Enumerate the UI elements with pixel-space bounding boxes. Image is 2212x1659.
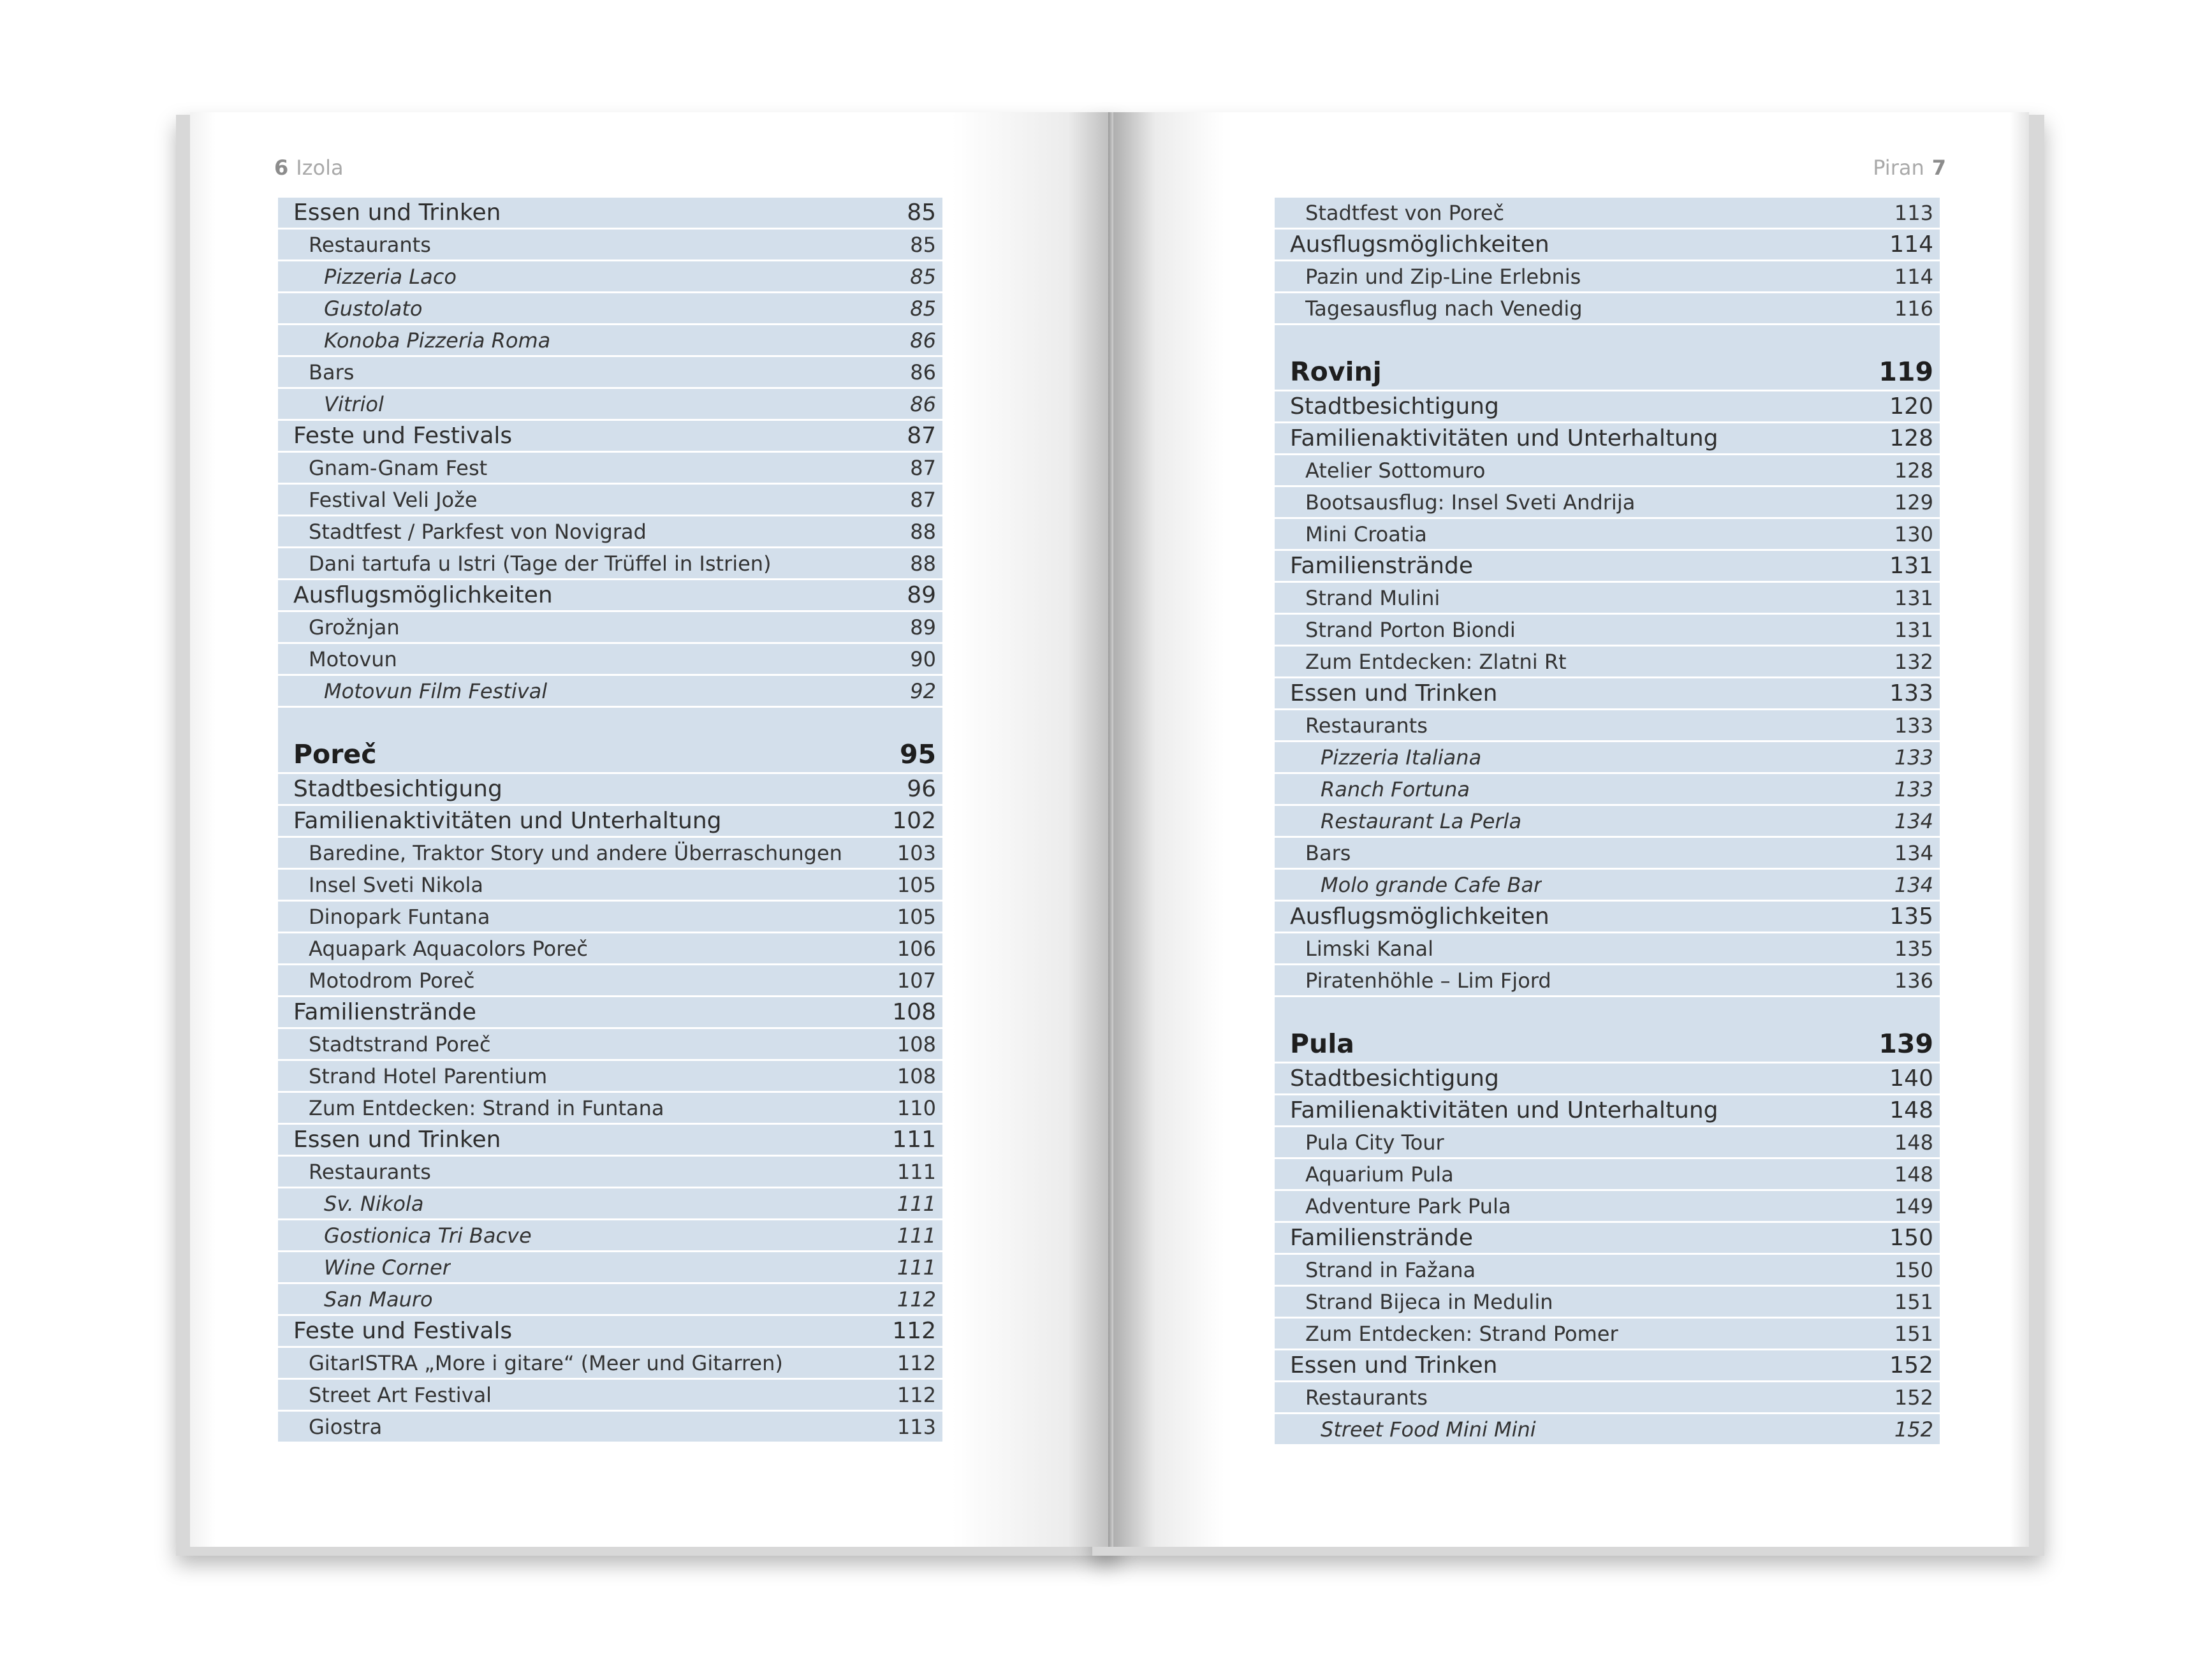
toc-entry-title: Pizzeria Laco	[324, 264, 457, 289]
toc-entry	[278, 389, 942, 421]
toc-entry-page: 113	[1894, 200, 1933, 225]
toc-entry-page: 111	[897, 1223, 936, 1248]
toc-entry	[278, 1412, 942, 1443]
toc-entry	[278, 644, 942, 676]
toc-entry-title: Baredine, Traktor Story und andere Überraschungen	[309, 840, 842, 865]
toc-entry-title: Feste und Festivals	[293, 1318, 513, 1344]
toc-entry-page: 148	[1894, 1130, 1933, 1155]
toc-entry	[1275, 1382, 1940, 1414]
toc-entry-page: 111	[897, 1191, 936, 1216]
toc-entry	[1275, 710, 1940, 742]
toc-entry-title: Grožnjan	[309, 615, 400, 639]
toc-entry	[1275, 1159, 1940, 1191]
toc-entry-title: Familienaktivitäten und Unterhaltung	[1290, 425, 1718, 451]
toc-entry-page: 103	[897, 840, 936, 865]
toc-entry-title: Stadtstrand Poreč	[309, 1032, 491, 1056]
toc-entry-title: Insel Sveti Nikola	[309, 872, 483, 897]
toc-entry-page: 149	[1894, 1194, 1933, 1218]
toc-entry-title: Restaurants	[1305, 1385, 1428, 1410]
toc-entry-title: Ausflugsmöglichkeiten	[1290, 231, 1549, 258]
toc-entry-page: 151	[1894, 1321, 1933, 1346]
toc-entry	[278, 453, 942, 485]
toc-entry-page: 86	[910, 360, 936, 384]
toc-entry-page: 89	[907, 582, 936, 608]
toc-entry-page: 96	[907, 776, 936, 802]
toc-entry-page: 148	[1889, 1097, 1933, 1123]
toc-entry-title: Stadtbesichtigung	[293, 776, 502, 802]
toc-entry-title: Familienaktivitäten und Unterhaltung	[293, 808, 722, 834]
book-gutter	[1108, 112, 1113, 1547]
toc-entry	[278, 357, 942, 389]
toc-entry-page: 105	[897, 904, 936, 929]
toc-entry-title: Strand Hotel Parentium	[309, 1063, 548, 1088]
toc-entry-title: Pula City Tour	[1305, 1130, 1444, 1155]
toc-entry	[278, 1061, 942, 1093]
toc-entry	[1275, 774, 1940, 806]
toc-entry-title: Ranch Fortuna	[1321, 777, 1470, 801]
toc-entry-page: 112	[892, 1318, 936, 1344]
toc-entry	[278, 198, 942, 230]
toc-entry	[1275, 261, 1940, 293]
toc-entry	[1275, 902, 1940, 933]
left-toc-list	[278, 198, 942, 1443]
toc-entry-page: 85	[910, 296, 936, 321]
toc-entry-page: 89	[910, 615, 936, 639]
toc-entry-title: Zum Entdecken: Zlatni Rt	[1305, 649, 1567, 674]
toc-entry-title: GitarISTRA „More i gitare“ (Meer und Gitarren)	[309, 1350, 783, 1375]
toc-entry	[1275, 742, 1940, 774]
toc-entry-title: Strand in Fažana	[1305, 1257, 1476, 1282]
toc-entry-page: 85	[910, 264, 936, 289]
toc-entry-title: Poreč	[293, 739, 377, 770]
toc-entry-page: 86	[910, 391, 936, 416]
toc-entry-title: Wine Corner	[324, 1255, 451, 1280]
toc-entry	[278, 933, 942, 965]
toc-entry	[278, 1380, 942, 1412]
toc-entry-title: Mini Croatia	[1305, 522, 1427, 546]
toc-entry	[278, 676, 942, 708]
right-page-header	[1873, 156, 1954, 180]
toc-entry-page: 134	[1894, 872, 1933, 897]
toc-entry-title: Konoba Pizzeria Roma	[324, 328, 551, 353]
toc-entry-page: 111	[897, 1159, 936, 1184]
toc-entry-page: 87	[907, 423, 936, 449]
toc-entry	[278, 485, 942, 516]
toc-entry-title: Bootsausflug: Insel Sveti Andrija	[1305, 490, 1636, 515]
toc-entry-page: 95	[899, 739, 936, 770]
toc-entry-title: Bars	[1305, 840, 1351, 865]
toc-entry-title: Essen und Trinken	[1290, 680, 1498, 706]
toc-entry-page: 85	[907, 200, 936, 226]
toc-entry-title: Tagesausflug nach Venedig	[1305, 296, 1583, 321]
toc-entry-page: 133	[1889, 680, 1933, 706]
toc-entry-page: 105	[897, 872, 936, 897]
toc-entry	[1275, 647, 1940, 678]
toc-entry-page: 110	[897, 1095, 936, 1120]
toc-entry	[278, 838, 942, 870]
toc-entry-page: 87	[910, 455, 936, 480]
toc-entry	[1275, 838, 1940, 870]
toc-entry	[278, 806, 942, 838]
toc-entry-title: Sv. Nikola	[324, 1191, 424, 1216]
toc-entry-page: 92	[910, 678, 936, 703]
toc-entry	[278, 870, 942, 902]
toc-entry	[278, 902, 942, 933]
toc-entry-title: Limski Kanal	[1305, 936, 1433, 961]
toc-entry-page: 134	[1894, 840, 1933, 865]
toc-entry-title: Motovun Film Festival	[324, 678, 548, 703]
toc-entry-page: 133	[1894, 713, 1933, 738]
toc-entry-title: Ausflugsmöglichkeiten	[1290, 903, 1549, 930]
toc-entry	[278, 261, 942, 293]
toc-entry	[278, 230, 942, 261]
toc-entry-page: 128	[1889, 425, 1933, 451]
left-page-number: 6	[274, 156, 289, 180]
toc-entry	[1275, 933, 1940, 965]
toc-entry-title: Pizzeria Italiana	[1321, 745, 1482, 770]
toc-entry-page: 108	[892, 999, 936, 1025]
toc-chapter-heading	[278, 708, 942, 774]
toc-entry	[278, 548, 942, 580]
toc-entry-page: 148	[1894, 1162, 1933, 1187]
toc-entry-title: Piratenhöhle – Lim Fjord	[1305, 968, 1551, 993]
toc-entry-page: 140	[1889, 1065, 1933, 1092]
toc-entry	[1275, 1127, 1940, 1159]
toc-entry-title: Molo grande Cafe Bar	[1321, 872, 1542, 897]
toc-entry-page: 112	[897, 1287, 936, 1312]
toc-entry-page: 116	[1894, 296, 1933, 321]
toc-entry-page: 108	[897, 1032, 936, 1056]
toc-entry	[1275, 870, 1940, 902]
toc-entry-page: 135	[1894, 936, 1933, 961]
toc-entry-title: Familienstrände	[1290, 1225, 1474, 1251]
toc-entry	[1275, 198, 1940, 230]
toc-entry-title: Motovun	[309, 647, 397, 671]
toc-entry	[278, 1220, 942, 1252]
toc-entry-title: Restaurants	[309, 1159, 431, 1184]
toc-entry-page: 131	[1894, 617, 1933, 642]
toc-entry	[278, 1029, 942, 1061]
toc-entry-title: Gostionica Tri Bacve	[324, 1223, 532, 1248]
toc-entry-title: Adventure Park Pula	[1305, 1194, 1511, 1218]
toc-entry-page: 152	[1894, 1417, 1933, 1442]
toc-entry	[1275, 551, 1940, 583]
toc-entry-title: Aquarium Pula	[1305, 1162, 1454, 1187]
toc-entry-page: 130	[1894, 522, 1933, 546]
toc-entry	[278, 421, 942, 453]
toc-entry-title: Pula	[1290, 1028, 1354, 1059]
toc-entry-page: 133	[1894, 745, 1933, 770]
right-running-head: Piran	[1873, 156, 1924, 180]
toc-chapter-heading	[1275, 997, 1940, 1063]
toc-entry-page: 135	[1889, 903, 1933, 930]
toc-entry-page: 85	[910, 232, 936, 257]
toc-entry-title: Street Food Mini Mini	[1321, 1417, 1536, 1442]
toc-entry-page: 150	[1894, 1257, 1933, 1282]
toc-entry-title: San Mauro	[324, 1287, 433, 1312]
toc-entry	[1275, 455, 1940, 487]
toc-entry-page: 152	[1894, 1385, 1933, 1410]
toc-entry-title: Strand Bijeca in Medulin	[1305, 1289, 1553, 1314]
toc-entry-page: 128	[1894, 458, 1933, 483]
toc-entry	[1275, 487, 1940, 519]
toc-entry-page: 132	[1894, 649, 1933, 674]
toc-entry-title: Stadtbesichtigung	[1290, 393, 1499, 420]
toc-entry	[278, 1093, 942, 1125]
toc-entry-page: 134	[1894, 808, 1933, 833]
right-toc-list	[1275, 198, 1940, 1446]
toc-entry-title: Essen und Trinken	[293, 1127, 501, 1153]
toc-entry-page: 129	[1894, 490, 1933, 515]
toc-entry-page: 151	[1894, 1289, 1933, 1314]
toc-entry	[1275, 391, 1940, 423]
toc-entry	[278, 1316, 942, 1348]
toc-entry-page: 107	[897, 968, 936, 993]
toc-entry-title: Motodrom Poreč	[309, 968, 475, 993]
toc-chapter-heading	[1275, 325, 1940, 391]
toc-entry-title: Aquapark Aquacolors Poreč	[309, 936, 588, 961]
toc-entry-page: 131	[1894, 585, 1933, 610]
toc-entry	[1275, 230, 1940, 261]
toc-entry-title: Familienaktivitäten und Unterhaltung	[1290, 1097, 1718, 1123]
toc-entry-title: Stadtfest von Poreč	[1305, 200, 1505, 225]
toc-entry-title: Restaurants	[309, 232, 431, 257]
toc-entry-page: 88	[910, 519, 936, 544]
toc-entry	[278, 580, 942, 612]
toc-entry-title: Dani tartufa u Istri (Tage der Trüffel in Istrien)	[309, 551, 772, 576]
toc-entry	[1275, 1095, 1940, 1127]
toc-entry-title: Street Art Festival	[309, 1382, 492, 1407]
toc-entry	[1275, 965, 1940, 997]
toc-entry-title: Strand Mulini	[1305, 585, 1440, 610]
toc-entry-title: Giostra	[309, 1414, 383, 1439]
toc-entry	[1275, 1287, 1940, 1319]
toc-entry	[1275, 583, 1940, 615]
toc-entry	[278, 612, 942, 644]
toc-entry-title: Familienstrände	[1290, 553, 1474, 579]
toc-entry-page: 88	[910, 551, 936, 576]
toc-entry-title: Stadtfest / Parkfest von Novigrad	[309, 519, 647, 544]
toc-entry-title: Atelier Sottomuro	[1305, 458, 1486, 483]
toc-entry-title: Festival Veli Jože	[309, 487, 478, 512]
toc-entry-title: Bars	[309, 360, 355, 384]
toc-entry-title: Strand Porton Biondi	[1305, 617, 1516, 642]
toc-entry-page: 102	[892, 808, 936, 834]
toc-entry-title: Essen und Trinken	[293, 200, 501, 226]
toc-entry-page: 108	[897, 1063, 936, 1088]
toc-entry-page: 133	[1894, 777, 1933, 801]
toc-entry-title: Dinopark Funtana	[309, 904, 490, 929]
toc-entry	[1275, 678, 1940, 710]
toc-entry-title: Gustolato	[324, 296, 423, 321]
toc-entry	[1275, 806, 1940, 838]
left-running-head: Izola	[296, 156, 344, 180]
toc-entry	[278, 1252, 942, 1284]
toc-entry-title: Vitriol	[324, 391, 384, 416]
toc-entry-page: 131	[1889, 553, 1933, 579]
toc-entry	[278, 1157, 942, 1188]
toc-entry	[278, 1348, 942, 1380]
toc-entry-title: Essen und Trinken	[1290, 1352, 1498, 1378]
toc-entry	[278, 1125, 942, 1157]
toc-entry-page: 139	[1879, 1028, 1933, 1059]
toc-entry	[1275, 1255, 1940, 1287]
toc-entry	[278, 325, 942, 357]
toc-entry	[278, 516, 942, 548]
toc-entry-page: 113	[897, 1414, 936, 1439]
toc-entry-title: Gnam-Gnam Fest	[309, 455, 488, 480]
toc-entry	[1275, 615, 1940, 647]
toc-entry-page: 87	[910, 487, 936, 512]
toc-entry-page: 150	[1889, 1225, 1933, 1251]
toc-entry-page: 90	[910, 647, 936, 671]
toc-entry-page: 114	[1894, 264, 1933, 289]
toc-entry-page: 112	[897, 1382, 936, 1407]
toc-entry-title: Zum Entdecken: Strand in Funtana	[309, 1095, 664, 1120]
toc-entry-page: 86	[910, 328, 936, 353]
toc-entry-title: Feste und Festivals	[293, 423, 513, 449]
toc-entry-title: Pazin und Zip-Line Erlebnis	[1305, 264, 1581, 289]
toc-entry-page: 111	[892, 1127, 936, 1153]
toc-entry-title: Stadtbesichtigung	[1290, 1065, 1499, 1092]
toc-entry-page: 114	[1889, 231, 1933, 258]
toc-entry	[278, 1284, 942, 1316]
toc-entry-page: 106	[897, 936, 936, 961]
toc-entry	[278, 997, 942, 1029]
toc-entry-page: 152	[1889, 1352, 1933, 1378]
toc-entry	[1275, 293, 1940, 325]
toc-entry	[1275, 1350, 1940, 1382]
toc-entry-title: Restaurants	[1305, 713, 1428, 738]
toc-entry	[1275, 423, 1940, 455]
toc-entry	[1275, 1414, 1940, 1446]
toc-entry	[1275, 1223, 1940, 1255]
toc-entry-title: Rovinj	[1290, 356, 1382, 387]
toc-entry	[1275, 1063, 1940, 1095]
left-page-header	[267, 156, 344, 180]
toc-entry	[278, 293, 942, 325]
toc-entry-title: Zum Entdecken: Strand Pomer	[1305, 1321, 1618, 1346]
toc-entry	[278, 1188, 942, 1220]
toc-entry	[1275, 1319, 1940, 1350]
toc-entry-page: 120	[1889, 393, 1933, 420]
toc-entry	[1275, 519, 1940, 551]
toc-entry-page: 119	[1879, 356, 1933, 387]
toc-entry-title: Restaurant La Perla	[1321, 808, 1522, 833]
toc-entry-title: Ausflugsmöglichkeiten	[293, 582, 553, 608]
toc-entry	[1275, 1191, 1940, 1223]
toc-entry-page: 111	[897, 1255, 936, 1280]
toc-entry-title: Familienstrände	[293, 999, 477, 1025]
toc-entry	[278, 965, 942, 997]
toc-entry-page: 136	[1894, 968, 1933, 993]
right-page-number: 7	[1931, 156, 1946, 180]
toc-entry-page: 112	[897, 1350, 936, 1375]
toc-entry	[278, 774, 942, 806]
